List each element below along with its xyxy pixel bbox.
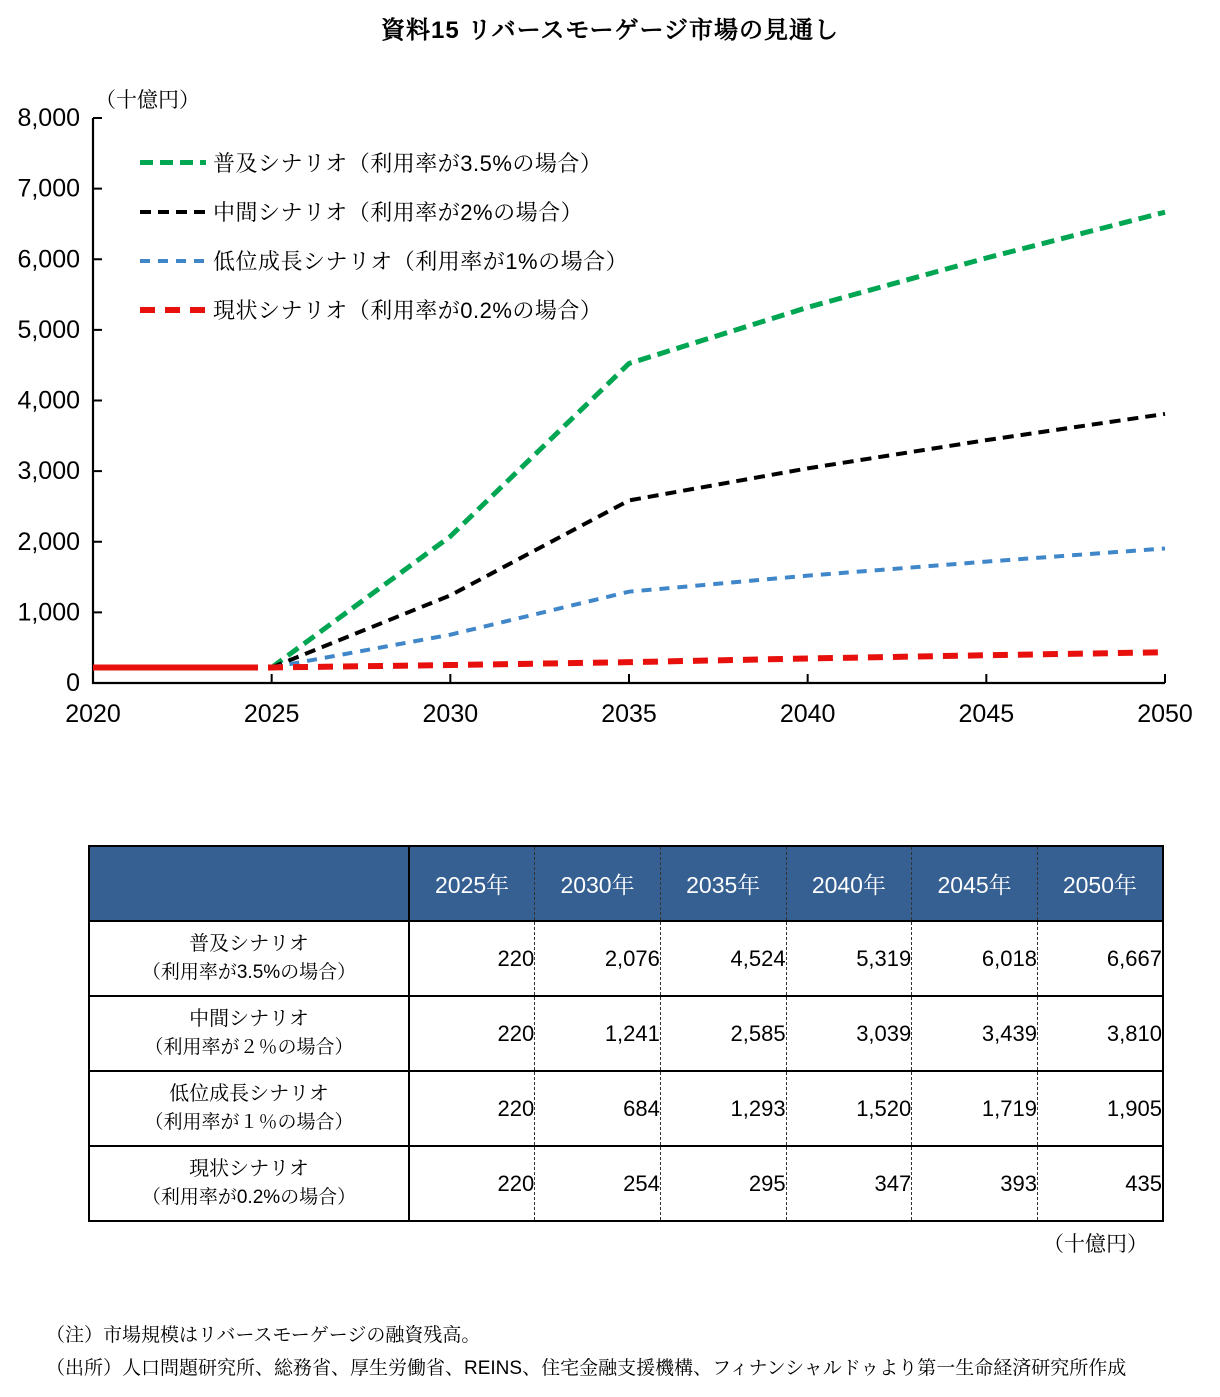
cell-low-2035: 1,293: [660, 1071, 786, 1146]
cell-middle-2030: 1,241: [535, 996, 661, 1071]
row-label-spread: [89, 921, 409, 996]
table-header-row: [89, 846, 1163, 921]
cell-middle-2045: 3,439: [912, 996, 1038, 1071]
table-unit-label: （十億円）: [1043, 1233, 1148, 1256]
column-header-2025: 2025年: [409, 846, 535, 921]
note-line: （注）市場規模はリバースモーゲージの融資残高。: [46, 1325, 481, 1346]
svg-text:2025: 2025: [243, 700, 300, 728]
cell-low-2025: 220: [409, 1071, 535, 1146]
legend-label-middle: 中間シナリオ（利用率が2%の場合）: [213, 200, 584, 225]
cell-current-2030: 254: [535, 1146, 661, 1221]
row-label-middle: [89, 996, 409, 1071]
cell-spread-2050: 6,667: [1037, 921, 1163, 996]
cell-middle-2040: 3,039: [786, 996, 912, 1071]
cell-current-2045: 393: [912, 1146, 1038, 1221]
svg-text:6,000: 6,000: [17, 245, 80, 274]
row-label-line2: （利用率が１％の場合）: [144, 1112, 354, 1134]
cell-spread-2045: 6,018: [912, 921, 1038, 996]
legend-item-current-scenario: [140, 285, 602, 334]
svg-text:2045: 2045: [958, 700, 1015, 728]
column-header-2045: 2045年: [912, 846, 1038, 921]
svg-text:2035: 2035: [601, 700, 657, 728]
legend-dash-sample-middle: [140, 210, 206, 214]
cell-low-2040: 1,520: [786, 1071, 912, 1146]
legend-item-low-growth-scenario: [140, 236, 628, 285]
table-row-low-growth-scenario: [89, 1071, 1163, 1146]
source-line: （出所）人口問題研究所、総務省、厚生労働省、REINS、住宅金融支援機構、フィナンシャルドゥより第一生命経済研究所作成: [46, 1358, 1127, 1379]
cell-middle-2025: 220: [409, 996, 535, 1071]
svg-text:3,000: 3,000: [17, 457, 80, 486]
legend-label-current: 現状シナリオ（利用率が0.2%の場合）: [213, 298, 603, 323]
cell-current-2050: 435: [1037, 1146, 1163, 1221]
row-label-line2: （利用率が3.5%の場合）: [141, 962, 357, 984]
svg-text:1,000: 1,000: [17, 598, 80, 627]
row-label-line2: （利用率が0.2%の場合）: [141, 1187, 357, 1209]
column-header-2030: 2030年: [535, 846, 661, 921]
row-label-line1: 普及シナリオ: [189, 933, 309, 956]
legend-dash-sample-current: [140, 307, 206, 313]
table-row-spread-scenario: [89, 921, 1163, 996]
cell-low-2030: 684: [535, 1071, 661, 1146]
y-axis-unit-label: （十億円）: [95, 89, 200, 112]
cell-current-2040: 347: [786, 1146, 912, 1221]
cell-spread-2025: 220: [409, 921, 535, 996]
svg-text:2030: 2030: [422, 700, 479, 728]
cell-spread-2040: 5,319: [786, 921, 912, 996]
cell-current-2035: 295: [660, 1146, 786, 1221]
cell-current-2025: 220: [409, 1146, 535, 1221]
row-label-current: [89, 1146, 409, 1221]
row-label-low-growth: [89, 1071, 409, 1146]
cell-low-2050: 1,905: [1037, 1071, 1163, 1146]
legend-item-middle-scenario: [140, 187, 583, 236]
table-corner-cell: [89, 846, 409, 921]
row-label-line1: 中間シナリオ: [189, 1008, 309, 1031]
svg-text:2020: 2020: [65, 700, 121, 728]
legend-label-low-growth: 低位成長シナリオ（利用率が1%の場合）: [213, 249, 629, 274]
svg-text:5,000: 5,000: [17, 315, 80, 344]
legend-dash-sample-spread: [140, 160, 206, 165]
legend-label-spread: 普及シナリオ（利用率が3.5%の場合）: [213, 151, 603, 176]
svg-text:4,000: 4,000: [17, 386, 80, 415]
table-row-current-scenario: [89, 1146, 1163, 1221]
row-label-line1: 低位成長シナリオ: [169, 1083, 329, 1106]
forecast-table: [88, 845, 1164, 1222]
cell-spread-2030: 2,076: [535, 921, 661, 996]
svg-text:2,000: 2,000: [17, 527, 80, 556]
svg-text:8,000: 8,000: [17, 104, 80, 132]
figure-title: 資料15 リバースモーゲージ市場の見通し: [380, 17, 839, 44]
column-header-2040: 2040年: [786, 846, 912, 921]
column-header-2050: 2050年: [1037, 846, 1163, 921]
cell-middle-2035: 2,585: [660, 996, 786, 1071]
cell-low-2045: 1,719: [912, 1071, 1038, 1146]
cell-middle-2050: 3,810: [1037, 996, 1163, 1071]
cell-spread-2035: 4,524: [660, 921, 786, 996]
column-header-2035: 2035年: [660, 846, 786, 921]
svg-text:7,000: 7,000: [17, 174, 80, 203]
svg-text:2050: 2050: [1137, 700, 1193, 728]
row-label-line2: （利用率が２％の場合）: [144, 1037, 354, 1059]
row-label-line1: 現状シナリオ: [189, 1158, 309, 1181]
legend-item-spread-scenario: [140, 138, 602, 187]
svg-text:2040: 2040: [779, 700, 836, 728]
svg-text:0: 0: [66, 669, 80, 697]
table-row-middle-scenario: [89, 996, 1163, 1071]
legend-dash-sample-low-growth: [140, 259, 206, 263]
footnotes: [46, 1319, 1126, 1385]
